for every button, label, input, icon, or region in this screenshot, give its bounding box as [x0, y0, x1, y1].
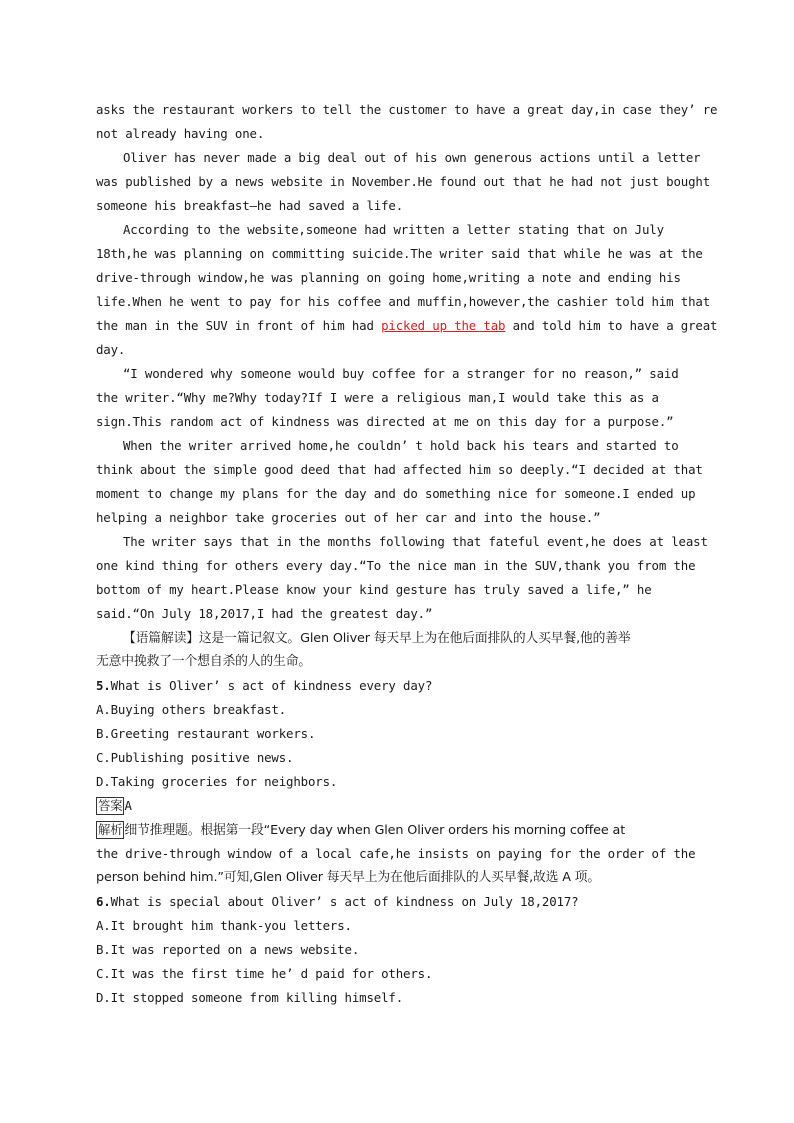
document-page [96, 98, 718, 1010]
explanation-tag: 解析 [98, 822, 123, 837]
question-text: What is Oliver’ s act of kindness every day? [110, 678, 433, 693]
analysis-line [96, 626, 706, 650]
option-a: A.It brought him thank-you letters. [96, 918, 352, 933]
option-d: D.It stopped someone from killing himself. [96, 990, 404, 1005]
analysis-line: 无意中挽救了一个想自杀的人的生命。 [96, 654, 311, 669]
question-text: What is special about Oliver’ s act of kindness on July 18,2017? [110, 894, 579, 909]
question-6 [96, 890, 706, 914]
passage-line [96, 314, 718, 338]
highlighted-phrase: picked up the tab [381, 318, 506, 333]
passage-text: and told him to have a great [505, 318, 718, 333]
question-number: 6. [96, 894, 111, 909]
passage-line: bottom of my heart.Please know your kind gesture has truly saved a life,” he [96, 582, 652, 597]
passage-line: think about the simple good deed that had affected him so deeply.“I decided at that [96, 462, 703, 477]
passage-line: helping a neighbor take groceries out of her car and into the house.” [96, 510, 601, 525]
answer-tag: 答案 [98, 798, 123, 813]
question-number: 5. [96, 678, 111, 693]
passage-line: said.“On July 18,2017,I had the greatest day.” [96, 606, 433, 621]
option-d: D.Taking groceries for neighbors. [96, 774, 338, 789]
option-c: C.It was the first time he’ d paid for others. [96, 966, 433, 981]
passage-line: not already having one. [96, 126, 265, 141]
passage-line: According to the website,someone had written a letter stating that on July [123, 222, 664, 237]
passage-line: 18th,he was planning on committing suicide.The writer said that while he was at the [96, 246, 703, 261]
passage-line: one kind thing for others every day.“To the nice man in the SUV,thank you from the [96, 558, 696, 573]
explanation-line: person behind him.”可知,Glen Oliver 每天早上为在他后面排队的人买早餐,故选 A 项。 [96, 870, 601, 885]
option-c: C.Publishing positive news. [96, 750, 294, 765]
passage-line: moment to change my plans for the day and do something nice for someone.I ended up [96, 486, 696, 501]
passage-line: the writer.“Why me?Why today?If I were a religious man,I would take this as a [96, 390, 659, 405]
passage-line: When the writer arrived home,he couldn’ t hold back his tears and started to [123, 438, 679, 453]
question-5 [96, 674, 706, 698]
passage-line: “I wondered why someone would buy coffee for a stranger for no reason,” said [123, 366, 679, 381]
passage-line: someone his breakfast—he had saved a life. [96, 198, 404, 213]
answer-value: A [124, 798, 132, 813]
analysis-text: 这是一篇记叙文。Glen Oliver 每天早上为在他后面排队的人买早餐,他的善举 [198, 631, 631, 646]
analysis-label: 【语篇解读】 [123, 631, 199, 646]
explanation-line [96, 818, 706, 842]
passage-line: was published by a news website in November.He found out that he had not just bought [96, 174, 711, 189]
explanation-text: 细节推理题。根据第一段“Every day when Glen Oliver orders his morning coffee at [124, 823, 626, 838]
passage-line: life.When he went to pay for his coffee and muffin,however,the cashier told him that [96, 294, 711, 309]
passage-line: Oliver has never made a big deal out of his own generous actions until a letter [123, 150, 701, 165]
option-b: B.Greeting restaurant workers. [96, 726, 316, 741]
answer-line [96, 794, 706, 818]
passage-line: sign.This random act of kindness was directed at me on this day for a purpose.” [96, 414, 674, 429]
passage-line: The writer says that in the months following that fateful event,he does at least [123, 534, 708, 549]
passage-line: day. [96, 342, 126, 357]
option-b: B.It was reported on a news website. [96, 942, 360, 957]
passage-text: the man in the SUV in front of him had [96, 318, 382, 333]
option-a: A.Buying others breakfast. [96, 702, 287, 717]
passage-line: asks the restaurant workers to tell the customer to have a great day,in case they’ re [96, 102, 718, 117]
passage-line: drive-through window,he was planning on going home,writing a note and ending his [96, 270, 681, 285]
explanation-line: the drive-through window of a local cafe,he insists on paying for the order of the [96, 846, 696, 861]
